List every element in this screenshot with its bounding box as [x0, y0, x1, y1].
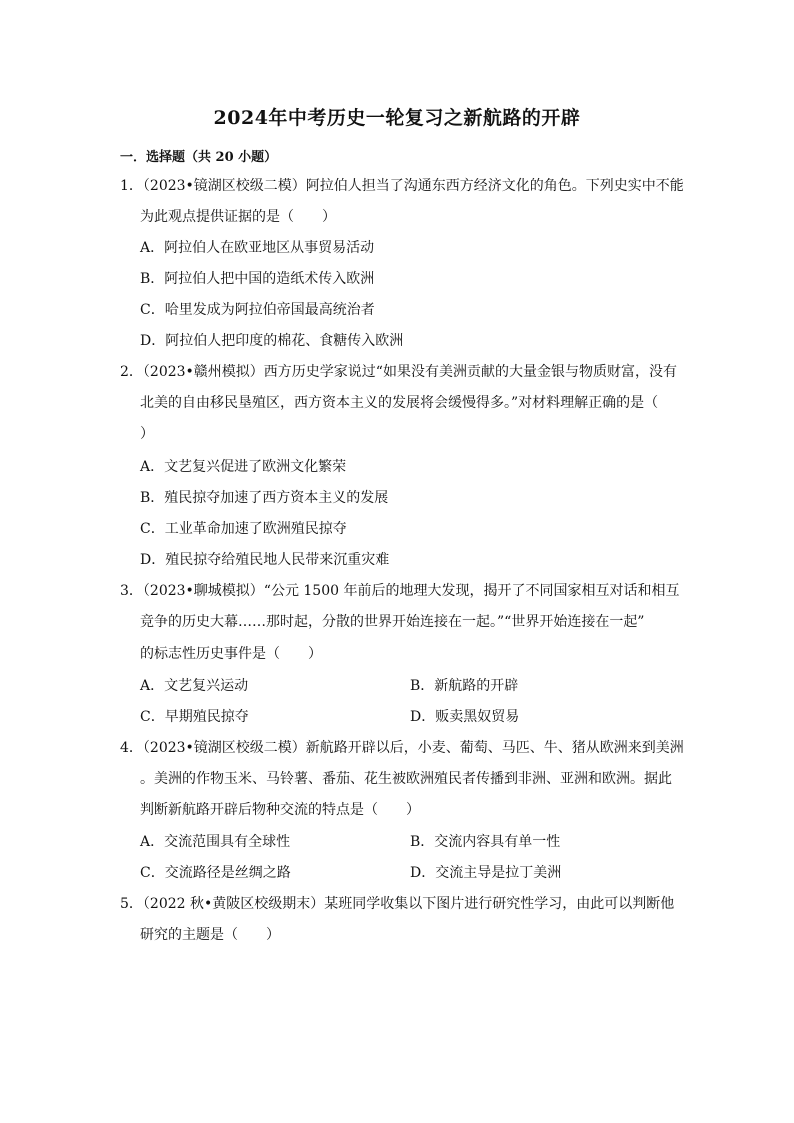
question-2-option-d: D．殖民掠夺给殖民地人民带来沉重灾难 [140, 552, 390, 568]
question-4-option-c: C．交流路径是丝绸之路 [140, 865, 291, 881]
question-4-option-a: A．交流范围具有全球性 [140, 834, 291, 850]
question-5-line-1: 5．（2022 秋•黄陂区校级期末）某班同学收集以下图片进行研究性学习，由此可以判断他 [120, 896, 675, 912]
question-3-option-c: C．早期殖民掠夺 [140, 709, 249, 725]
question-4-line-1: 4．（2023•镜湖区校级二模）新航路开辟以后，小麦、葡萄、马匹、牛、猪从欧洲来到美洲 [120, 740, 684, 756]
question-3-line-2: 竞争的历史大幕……那时起，分散的世界开始连接在一起。”“世界开始连接在一起” [140, 614, 645, 630]
question-3-line-1: 3．（2023•聊城模拟）“公元 1500 年前后的地理大发现，揭开了不同国家相互对话和相互 [120, 583, 680, 599]
question-2-line-2: 北美的自由移民垦殖区，西方资本主义的发展将会缓慢得多。”对材料理解正确的是（ [140, 395, 659, 411]
question-2-option-a: A．文艺复兴促进了欧洲文化繁荣 [140, 459, 347, 475]
question-4-line-3: 判断新航路开辟后物种交流的特点是（ ） [140, 802, 420, 818]
question-2-line-1: 2．（2023•赣州模拟）西方历史学家说过“如果没有美洲贡献的大量金银与物质财富，没有 [120, 364, 677, 380]
question-1-option-a: A．阿拉伯人在欧亚地区从事贸易活动 [140, 240, 375, 256]
question-1-option-d: D．阿拉伯人把印度的棉花、食糖传入欧洲 [140, 333, 404, 349]
question-1-option-c: C．哈里发成为阿拉伯帝国最高统治者 [140, 302, 375, 318]
question-2-option-b: B．殖民掠夺加速了西方资本主义的发展 [140, 490, 389, 506]
question-2-line-3: ） [140, 426, 154, 442]
question-3-option-a: A．文艺复兴运动 [140, 678, 249, 694]
question-2-option-c: C．工业革命加速了欧洲殖民掠夺 [140, 521, 347, 537]
question-3-option-d: D．贩卖黑奴贸易 [410, 709, 520, 725]
question-1-option-b: B．阿拉伯人把中国的造纸术传入欧洲 [140, 271, 375, 287]
question-1-line-2: 为此观点提供证据的是（ ） [140, 209, 336, 225]
question-4-option-b: B．交流内容具有单一性 [410, 834, 561, 850]
question-3-option-b: B．新航路的开辟 [410, 678, 519, 694]
question-4-option-d: D．交流主导是拉丁美洲 [410, 865, 562, 881]
question-4-line-2: 。美洲的作物玉米、马铃薯、番茄、花生被欧洲殖民者传播到非洲、亚洲和欧洲。据此 [140, 771, 672, 787]
section-heading: 一．选择题（共 20 小题） [120, 150, 278, 165]
question-5-line-2: 研究的主题是（ ） [140, 927, 280, 943]
page-title: 2024年中考历史一轮复习之新航路的开辟 [213, 107, 581, 129]
question-1-line-1: 1．（2023•镜湖区校级二模）阿拉伯人担当了沟通东西方经济文化的角色。下列史实中不能 [120, 178, 684, 194]
question-3-line-3: 的标志性历史事件是（ ） [140, 646, 322, 662]
